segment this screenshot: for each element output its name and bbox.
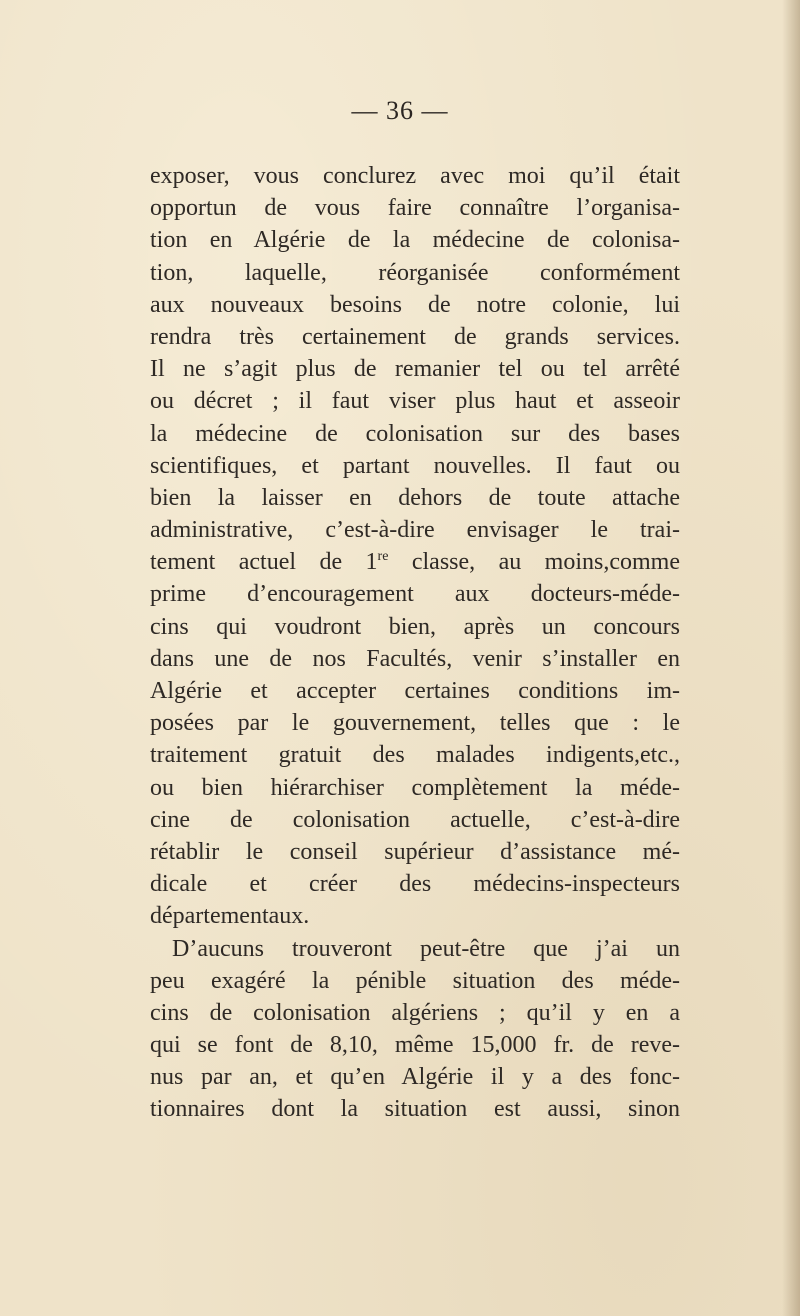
text-line: rétablir le conseil supérieur d’assistance mé-	[150, 838, 680, 865]
text-line: cins de colonisation algériens ; qu’il y en a	[150, 999, 680, 1026]
text-line	[150, 546, 680, 578]
text-line: cins qui voudront bien, après un concours	[150, 613, 680, 640]
ordinal-superscript: re	[377, 549, 389, 565]
text-line: exposer, vous conclurez avec moi qu’il était	[150, 163, 680, 189]
text-line: peu exagéré la pénible situation des méde-	[150, 967, 680, 994]
text-line: D’aucuns trouveront peut-être que j’ai un	[172, 935, 680, 962]
text-line: Il ne s’agit plus de remanier tel ou tel arrêté	[150, 356, 680, 383]
text-line: tion en Algérie de la médecine de colonisa-	[150, 227, 680, 254]
text-line: départementaux.	[150, 903, 310, 930]
text-line: scientifiques, et partant nouvelles. Il faut ou	[150, 452, 680, 479]
text-line: prime d’encouragement aux docteurs-méde-	[150, 581, 680, 608]
text-line: Algérie et accepter certaines conditions im-	[150, 678, 680, 704]
text-line: administrative, c’est-à-dire envisager le trai-	[150, 517, 680, 544]
text-line: dans une de nos Facultés, venir s’installer en	[150, 645, 680, 672]
text-line: bien la laisser en dehors de toute attache	[150, 484, 680, 511]
text-line: la médecine de colonisation sur des bases	[150, 420, 680, 447]
body-text	[150, 160, 680, 1126]
page-edge-shadow	[782, 0, 800, 1316]
text-line: nus par an, et qu’en Algérie il y a des fonc-	[150, 1064, 680, 1091]
text-line: ou bien hiérarchiser complètement la méde-	[150, 774, 680, 801]
text-line: opportun de vous faire connaître l’organisa-	[150, 195, 680, 222]
text-line: qui se font de 8,10, même 15,000 fr. de reve-	[150, 1032, 680, 1059]
text-line-part: classe, au moins,comme	[388, 549, 680, 576]
text-line: tion, laquelle, réorganisée conformément	[150, 259, 680, 286]
text-line: tionnaires dont la situation est aussi, sinon	[150, 1096, 680, 1123]
text-line: ou décret ; il faut viser plus haut et asseoir	[150, 388, 680, 415]
text-line: aux nouveaux besoins de notre colonie, lui	[150, 291, 680, 318]
text-line: traitement gratuit des malades indigents,etc.,	[150, 742, 680, 769]
text-line: dicale et créer des médecins-inspecteurs	[150, 871, 680, 898]
text-line: posées par le gouvernement, telles que : le	[150, 710, 680, 737]
text-line: cine de colonisation actuelle, c’est-à-dire	[150, 806, 680, 833]
text-line: rendra très certainement de grands services.	[150, 323, 680, 350]
page-number: — 36 —	[351, 96, 449, 125]
text-line-part: tement actuel de 1	[150, 549, 378, 576]
